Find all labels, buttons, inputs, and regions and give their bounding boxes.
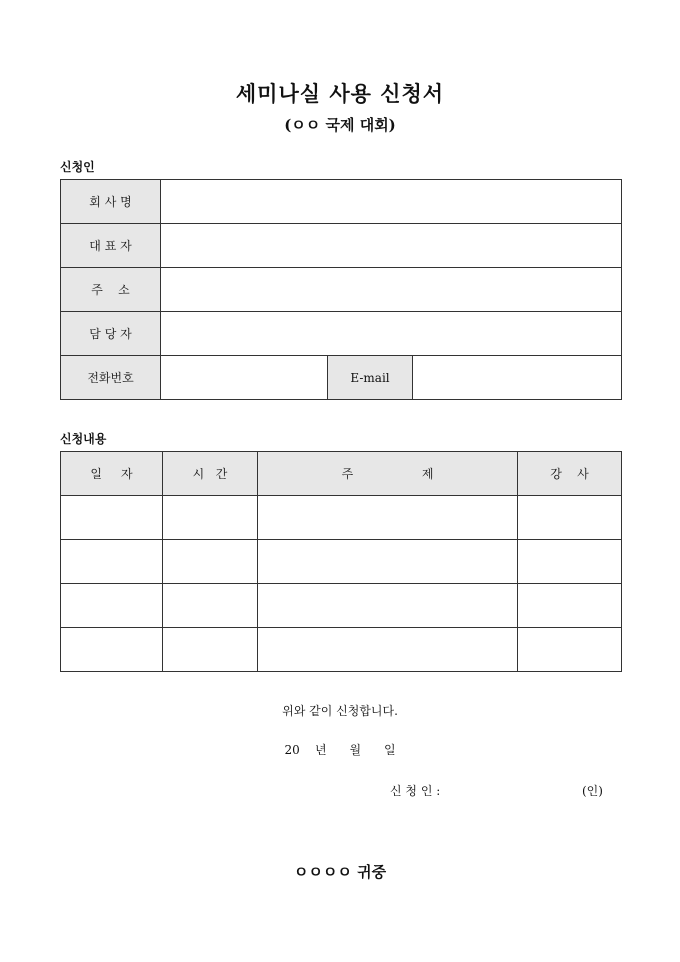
date-line: 20 년 월 일 bbox=[284, 743, 396, 757]
topic-cell[interactable] bbox=[258, 496, 518, 540]
document-subtitle: (ㅇㅇ 국제 대회) bbox=[284, 116, 396, 134]
date-cell[interactable] bbox=[61, 496, 163, 540]
table-row bbox=[61, 224, 622, 268]
email-field[interactable] bbox=[413, 356, 622, 400]
speaker-column-header: 강 사 bbox=[518, 452, 622, 496]
speaker-cell[interactable] bbox=[518, 496, 622, 540]
representative-field[interactable] bbox=[161, 224, 622, 268]
content-section-label: 신청내용 bbox=[60, 432, 107, 446]
applicant-sign-label: 신 청 인 : bbox=[390, 784, 441, 798]
speaker-cell[interactable] bbox=[518, 628, 622, 672]
representative-label: 대 표 자 bbox=[61, 224, 161, 268]
contact-person-field[interactable] bbox=[161, 312, 622, 356]
time-cell[interactable] bbox=[163, 628, 258, 672]
statement-text: 위와 같이 신청합니다. bbox=[282, 704, 398, 718]
company-name-field[interactable] bbox=[161, 180, 622, 224]
topic-column-header: 주 제 bbox=[258, 452, 518, 496]
document-title: 세미나실 사용 신청서 bbox=[235, 81, 445, 106]
speaker-cell[interactable] bbox=[518, 584, 622, 628]
company-name-label: 회 사 명 bbox=[61, 180, 161, 224]
address-label: 주 소 bbox=[61, 268, 161, 312]
time-cell[interactable] bbox=[163, 496, 258, 540]
applicant-section-label: 신청인 bbox=[60, 160, 95, 174]
topic-cell[interactable] bbox=[258, 540, 518, 584]
seal-mark: (인) bbox=[582, 784, 603, 798]
date-cell[interactable] bbox=[61, 584, 163, 628]
table-row bbox=[61, 180, 622, 224]
time-cell[interactable] bbox=[163, 584, 258, 628]
table-row bbox=[61, 496, 622, 540]
date-column-header: 일 자 bbox=[61, 452, 163, 496]
contact-person-label: 담 당 자 bbox=[61, 312, 161, 356]
table-row bbox=[61, 312, 622, 356]
time-column-header: 시 간 bbox=[163, 452, 258, 496]
date-cell[interactable] bbox=[61, 628, 163, 672]
time-cell[interactable] bbox=[163, 540, 258, 584]
topic-cell[interactable] bbox=[258, 628, 518, 672]
table-row bbox=[61, 268, 622, 312]
address-field[interactable] bbox=[161, 268, 622, 312]
table-header-row bbox=[61, 452, 622, 496]
email-label: E-mail bbox=[328, 356, 413, 400]
addressee: ㅇㅇㅇㅇ 귀중 bbox=[293, 863, 387, 881]
phone-label: 전화번호 bbox=[61, 356, 161, 400]
content-table bbox=[60, 451, 622, 672]
speaker-cell[interactable] bbox=[518, 540, 622, 584]
table-row bbox=[61, 356, 622, 400]
phone-field[interactable] bbox=[161, 356, 328, 400]
topic-cell[interactable] bbox=[258, 584, 518, 628]
table-row bbox=[61, 628, 622, 672]
table-row bbox=[61, 584, 622, 628]
table-row bbox=[61, 540, 622, 584]
applicant-table bbox=[60, 179, 622, 400]
date-cell[interactable] bbox=[61, 540, 163, 584]
